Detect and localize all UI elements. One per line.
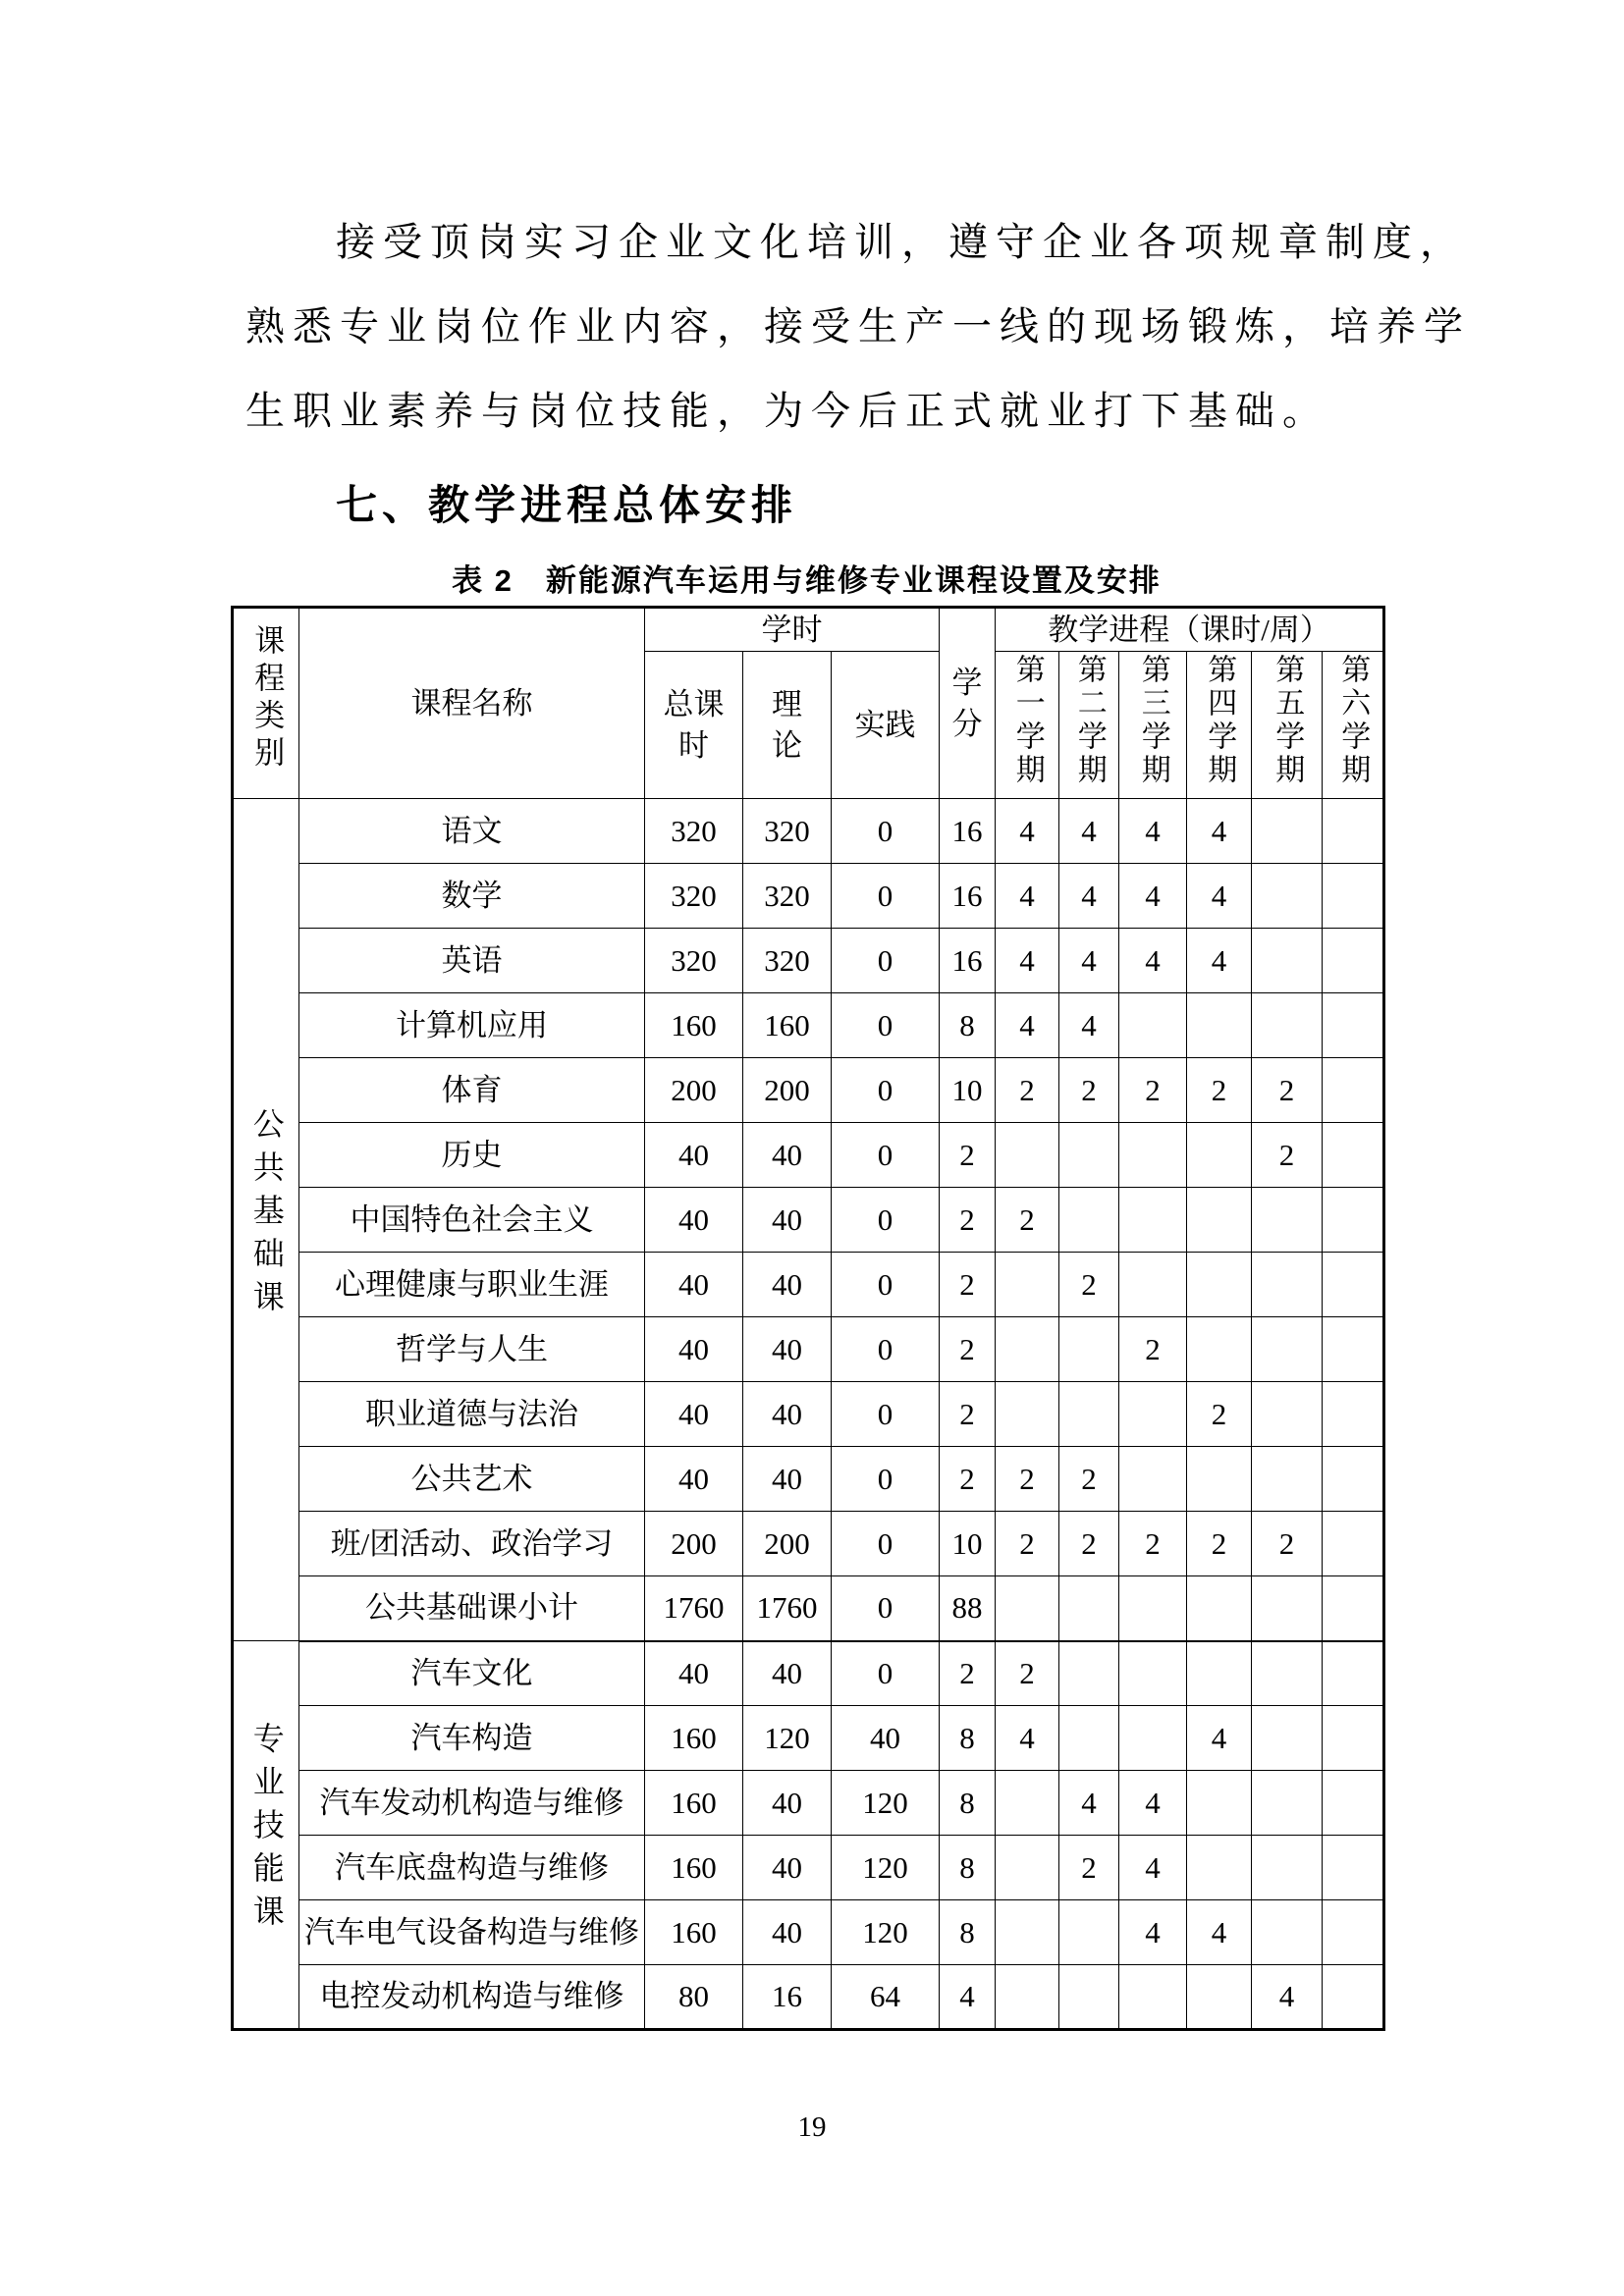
semester-hours-cell: 4: [1119, 864, 1187, 929]
semester-1-label: 第一学期: [1010, 653, 1044, 787]
credits-cell: 2: [940, 1317, 996, 1382]
semester-hours-cell: [996, 1771, 1059, 1836]
semester-hours-cell: [1119, 1382, 1187, 1447]
course-row: [233, 929, 1384, 993]
theory-hours-cell: 40: [743, 1900, 832, 1965]
semester-hours-cell: [996, 1965, 1059, 2030]
header-practice-hours: 实践: [832, 652, 940, 799]
semester-hours-cell: [1059, 1123, 1119, 1188]
semester-hours-cell: [1059, 1576, 1119, 1641]
theory-hours-cell: 40: [743, 1188, 832, 1253]
course-row: [233, 1706, 1384, 1771]
header-semester-4: [1187, 652, 1252, 799]
semester-hours-cell: [1323, 1900, 1384, 1965]
theory-hours-cell: 40: [743, 1123, 832, 1188]
semester-hours-cell: [1323, 1188, 1384, 1253]
semester-hours-cell: [1059, 1188, 1119, 1253]
semester-hours-cell: [1252, 1641, 1323, 1706]
semester-hours-cell: 2: [1187, 1382, 1252, 1447]
course-category-cell: [233, 1641, 299, 2030]
course-row: [233, 1512, 1384, 1576]
paragraph-line: 接受顶岗实习企业文化培训，遵守企业各项规章制度，: [336, 220, 1467, 264]
semester-hours-cell: [1323, 1317, 1384, 1382]
credits-cell: 2: [940, 1641, 996, 1706]
semester-6-label: 第六学期: [1336, 653, 1370, 787]
semester-hours-cell: 2: [996, 1512, 1059, 1576]
practice-hours-cell: 0: [832, 993, 940, 1058]
semester-hours-cell: 4: [1187, 1900, 1252, 1965]
semester-hours-cell: 2: [996, 1058, 1059, 1123]
total-hours-cell: 160: [645, 1771, 743, 1836]
course-row: [233, 1382, 1384, 1447]
header-hours: 学时: [645, 608, 940, 652]
total-hours-cell: 40: [645, 1123, 743, 1188]
semester-hours-cell: 4: [1187, 929, 1252, 993]
credits-cell: 8: [940, 1771, 996, 1836]
practice-hours-cell: 0: [832, 1188, 940, 1253]
total-hours-cell: 160: [645, 1900, 743, 1965]
semester-hours-cell: 2: [1187, 1058, 1252, 1123]
semester-hours-cell: [1187, 1576, 1252, 1641]
semester-hours-cell: [1252, 929, 1323, 993]
credits-cell: 88: [940, 1576, 996, 1641]
semester-hours-cell: [1059, 1317, 1119, 1382]
body-paragraph: [245, 0, 1477, 454]
course-row: [233, 1836, 1384, 1900]
semester-hours-cell: [1252, 1188, 1323, 1253]
credits-cell: 8: [940, 1836, 996, 1900]
credits-cell: 16: [940, 864, 996, 929]
semester-hours-cell: [1323, 1965, 1384, 2030]
semester-hours-cell: [1119, 1188, 1187, 1253]
course-name-cell: 班/团活动、政治学习: [299, 1512, 645, 1576]
semester-hours-cell: 4: [1187, 1706, 1252, 1771]
course-name-cell: 汽车电气设备构造与维修: [299, 1900, 645, 1965]
semester-hours-cell: [1252, 1771, 1323, 1836]
practice-hours-cell: 0: [832, 1512, 940, 1576]
semester-hours-cell: 2: [1059, 1512, 1119, 1576]
total-hours-cell: 200: [645, 1512, 743, 1576]
semester-hours-cell: [1323, 1771, 1384, 1836]
course-name-cell: 历史: [299, 1123, 645, 1188]
semester-hours-cell: [1059, 1641, 1119, 1706]
semester-hours-cell: 2: [996, 1641, 1059, 1706]
semester-hours-cell: 2: [1252, 1058, 1323, 1123]
semester-hours-cell: [1187, 1836, 1252, 1900]
semester-hours-cell: 2: [996, 1447, 1059, 1512]
credits-cell: 2: [940, 1447, 996, 1512]
theory-hours-cell: 40: [743, 1771, 832, 1836]
course-row: [233, 1123, 1384, 1188]
semester-hours-cell: [1323, 1382, 1384, 1447]
course-row: [233, 1900, 1384, 1965]
semester-hours-cell: [1187, 993, 1252, 1058]
semester-hours-cell: 4: [1059, 864, 1119, 929]
course-category-label: 公共基础课: [248, 1106, 285, 1323]
practice-hours-cell: 0: [832, 929, 940, 993]
course-name-cell: 心理健康与职业生涯: [299, 1253, 645, 1317]
semester-hours-cell: 4: [1187, 864, 1252, 929]
semester-hours-cell: 2: [1059, 1058, 1119, 1123]
semester-hours-cell: 4: [1119, 799, 1187, 864]
course-row: [233, 1576, 1384, 1641]
semester-hours-cell: [1059, 1965, 1119, 2030]
practice-hours-cell: 0: [832, 864, 940, 929]
semester-hours-cell: 4: [996, 799, 1059, 864]
total-hours-cell: 80: [645, 1965, 743, 2030]
theory-hours-cell: 200: [743, 1058, 832, 1123]
semester-hours-cell: 4: [1059, 1771, 1119, 1836]
header-semester-5: [1252, 652, 1323, 799]
total-hours-cell: 160: [645, 993, 743, 1058]
credits-cell: 4: [940, 1965, 996, 2030]
course-name-cell: 体育: [299, 1058, 645, 1123]
semester-hours-cell: [996, 1253, 1059, 1317]
semester-hours-cell: 2: [1187, 1512, 1252, 1576]
theory-hours-cell: 200: [743, 1512, 832, 1576]
course-row: [233, 1058, 1384, 1123]
theory-hours-cell: 40: [743, 1836, 832, 1900]
credits-cell: 2: [940, 1382, 996, 1447]
course-name-cell: 语文: [299, 799, 645, 864]
semester-hours-cell: [1119, 1576, 1187, 1641]
header-semester-3: [1119, 652, 1187, 799]
semester-hours-cell: [1252, 1253, 1323, 1317]
total-hours-cell: 40: [645, 1382, 743, 1447]
course-name-cell: 中国特色社会主义: [299, 1188, 645, 1253]
course-name-cell: 电控发动机构造与维修: [299, 1965, 645, 2030]
semester-hours-cell: 4: [996, 864, 1059, 929]
semester-hours-cell: [1252, 1317, 1323, 1382]
header-semester-1: [996, 652, 1059, 799]
semester-hours-cell: [1187, 1188, 1252, 1253]
semester-hours-cell: 2: [1059, 1253, 1119, 1317]
semester-hours-cell: [996, 1900, 1059, 1965]
theory-hours-cell: 320: [743, 799, 832, 864]
practice-hours-cell: 0: [832, 1382, 940, 1447]
semester-hours-cell: [1119, 1706, 1187, 1771]
semester-hours-cell: [1252, 799, 1323, 864]
semester-hours-cell: [1187, 1253, 1252, 1317]
theory-hours-cell: 40: [743, 1382, 832, 1447]
semester-hours-cell: 2: [1252, 1512, 1323, 1576]
semester-hours-cell: [1252, 1900, 1323, 1965]
semester-hours-cell: [1252, 1836, 1323, 1900]
semester-hours-cell: [996, 1123, 1059, 1188]
semester-3-label: 第三学期: [1136, 653, 1169, 787]
page-number: 19: [797, 2111, 827, 2143]
course-row: [233, 799, 1384, 864]
theory-hours-cell: 40: [743, 1447, 832, 1512]
course-row: [233, 1253, 1384, 1317]
total-hours-cell: 320: [645, 929, 743, 993]
theory-hours-cell: 40: [743, 1641, 832, 1706]
semester-hours-cell: 4: [1119, 1900, 1187, 1965]
semester-hours-cell: 4: [1059, 929, 1119, 993]
semester-hours-cell: 4: [996, 1706, 1059, 1771]
total-hours-cell: 1760: [645, 1576, 743, 1641]
practice-hours-cell: 0: [832, 1317, 940, 1382]
total-hours-cell: 320: [645, 864, 743, 929]
total-hours-cell: 160: [645, 1706, 743, 1771]
practice-hours-cell: 120: [832, 1771, 940, 1836]
semester-hours-cell: [1187, 1447, 1252, 1512]
semester-hours-cell: 4: [1119, 1836, 1187, 1900]
credits-cell: 16: [940, 799, 996, 864]
theory-hours-cell: 320: [743, 864, 832, 929]
credits-cell: 2: [940, 1123, 996, 1188]
theory-hours-cell: 320: [743, 929, 832, 993]
practice-hours-cell: 0: [832, 1576, 940, 1641]
semester-hours-cell: [1252, 993, 1323, 1058]
total-hours-cell: 40: [645, 1317, 743, 1382]
semester-hours-cell: [1323, 1058, 1384, 1123]
credits-cell: 8: [940, 993, 996, 1058]
semester-hours-cell: 2: [996, 1188, 1059, 1253]
theory-hours-cell: 160: [743, 993, 832, 1058]
semester-hours-cell: [1252, 1382, 1323, 1447]
semester-hours-cell: 2: [1119, 1058, 1187, 1123]
header-course-category: [233, 608, 299, 799]
course-category-header-label: 课程类别: [249, 623, 285, 774]
credits-cell: 2: [940, 1188, 996, 1253]
semester-hours-cell: [1252, 1706, 1323, 1771]
semester-hours-cell: 4: [1187, 799, 1252, 864]
total-hours-cell: 40: [645, 1641, 743, 1706]
header-semester-6: [1323, 652, 1384, 799]
semester-hours-cell: 2: [1252, 1123, 1323, 1188]
curriculum-table: [231, 606, 1385, 2031]
semester-hours-cell: [1187, 1317, 1252, 1382]
credits-cell: 16: [940, 929, 996, 993]
total-hours-cell: 40: [645, 1253, 743, 1317]
semester-hours-cell: 4: [996, 993, 1059, 1058]
total-hours-cell: 160: [645, 1836, 743, 1900]
header-teaching-progress: 教学进程（课时/周）: [996, 608, 1384, 652]
practice-hours-cell: 0: [832, 1253, 940, 1317]
course-name-cell: 哲学与人生: [299, 1317, 645, 1382]
total-hours-cell: 200: [645, 1058, 743, 1123]
header-total-hours: [645, 652, 743, 799]
header-credits: [940, 608, 996, 799]
course-name-cell: 汽车发动机构造与维修: [299, 1771, 645, 1836]
semester-hours-cell: [1187, 1123, 1252, 1188]
semester-hours-cell: [1119, 1641, 1187, 1706]
semester-hours-cell: 2: [1059, 1447, 1119, 1512]
semester-hours-cell: 2: [1119, 1317, 1187, 1382]
practice-hours-cell: 0: [832, 1641, 940, 1706]
semester-hours-cell: [1119, 1123, 1187, 1188]
practice-hours-cell: 40: [832, 1706, 940, 1771]
table-caption: 表 2 新能源汽车运用与维修专业课程设置及安排: [452, 563, 1162, 598]
theory-hours-cell: 16: [743, 1965, 832, 2030]
semester-hours-cell: [1119, 1253, 1187, 1317]
semester-hours-cell: [1323, 1447, 1384, 1512]
practice-hours-cell: 0: [832, 1123, 940, 1188]
course-row: [233, 1447, 1384, 1512]
semester-4-label: 第四学期: [1203, 653, 1236, 787]
theory-hours-cell: 1760: [743, 1576, 832, 1641]
semester-hours-cell: 4: [1252, 1965, 1323, 2030]
credits-cell: 2: [940, 1253, 996, 1317]
semester-hours-cell: [1187, 1965, 1252, 2030]
semester-hours-cell: [996, 1382, 1059, 1447]
theory-header-label: 理论: [772, 686, 802, 763]
practice-hours-cell: 64: [832, 1965, 940, 2030]
course-row: [233, 1641, 1384, 1706]
total-hours-cell: 40: [645, 1447, 743, 1512]
semester-hours-cell: [1119, 993, 1187, 1058]
semester-hours-cell: [1187, 1641, 1252, 1706]
credits-header-label: 学分: [951, 665, 983, 741]
course-name-cell: 英语: [299, 929, 645, 993]
course-name-cell: 计算机应用: [299, 993, 645, 1058]
course-name-cell: 公共基础课小计: [299, 1576, 645, 1641]
semester-hours-cell: [1059, 1382, 1119, 1447]
semester-hours-cell: [1323, 1123, 1384, 1188]
semester-hours-cell: 4: [1059, 993, 1119, 1058]
semester-hours-cell: [1187, 1771, 1252, 1836]
semester-2-label: 第二学期: [1072, 653, 1106, 787]
course-category-label: 专业技能课: [248, 1722, 285, 1938]
semester-hours-cell: [1059, 1706, 1119, 1771]
theory-hours-cell: 120: [743, 1706, 832, 1771]
semester-hours-cell: [1323, 799, 1384, 864]
header-theory-hours: [743, 652, 832, 799]
semester-hours-cell: [1323, 1576, 1384, 1641]
total-hours-header-label: 总课时: [663, 686, 725, 763]
semester-hours-cell: [1252, 864, 1323, 929]
semester-hours-cell: 2: [1119, 1512, 1187, 1576]
theory-hours-cell: 40: [743, 1317, 832, 1382]
practice-hours-cell: 0: [832, 799, 940, 864]
course-name-cell: 数学: [299, 864, 645, 929]
course-row: [233, 1965, 1384, 2030]
total-hours-cell: 40: [645, 1188, 743, 1253]
semester-hours-cell: [996, 1576, 1059, 1641]
course-name-cell: 汽车文化: [299, 1641, 645, 1706]
section-heading: 七、教学进程总体安排: [336, 482, 798, 528]
semester-hours-cell: [1119, 1447, 1187, 1512]
semester-hours-cell: [1323, 1706, 1384, 1771]
credits-cell: 8: [940, 1900, 996, 1965]
credits-cell: 10: [940, 1058, 996, 1123]
practice-hours-cell: 0: [832, 1058, 940, 1123]
semester-hours-cell: [1323, 864, 1384, 929]
semester-hours-cell: [1323, 1512, 1384, 1576]
semester-5-label: 第五学期: [1271, 653, 1304, 787]
semester-hours-cell: [1323, 1641, 1384, 1706]
semester-hours-cell: 2: [1059, 1836, 1119, 1900]
course-name-cell: 公共艺术: [299, 1447, 645, 1512]
semester-hours-cell: 4: [1119, 929, 1187, 993]
practice-hours-cell: 120: [832, 1900, 940, 1965]
semester-hours-cell: [1252, 1576, 1323, 1641]
theory-hours-cell: 40: [743, 1253, 832, 1317]
practice-hours-cell: 0: [832, 1447, 940, 1512]
semester-hours-cell: [1323, 929, 1384, 993]
practice-hours-cell: 120: [832, 1836, 940, 1900]
credits-cell: 10: [940, 1512, 996, 1576]
semester-hours-cell: [1323, 1836, 1384, 1900]
semester-hours-cell: [1059, 1900, 1119, 1965]
semester-hours-cell: [996, 1317, 1059, 1382]
semester-hours-cell: 4: [996, 929, 1059, 993]
course-row: [233, 1771, 1384, 1836]
semester-hours-cell: 4: [1059, 799, 1119, 864]
course-row: [233, 864, 1384, 929]
header-course-name: 课程名称: [299, 608, 645, 799]
semester-hours-cell: [1119, 1965, 1187, 2030]
course-name-cell: 职业道德与法治: [299, 1382, 645, 1447]
paragraph-line: 生职业素养与岗位技能，为今后正式就业打下基础。: [245, 389, 1329, 433]
course-row: [233, 1188, 1384, 1253]
course-name-cell: 汽车构造: [299, 1706, 645, 1771]
course-row: [233, 1317, 1384, 1382]
header-semester-2: [1059, 652, 1119, 799]
semester-hours-cell: [1323, 1253, 1384, 1317]
course-name-cell: 汽车底盘构造与维修: [299, 1836, 645, 1900]
semester-hours-cell: [1323, 993, 1384, 1058]
credits-cell: 8: [940, 1706, 996, 1771]
course-category-cell: [233, 799, 299, 1641]
semester-hours-cell: 4: [1119, 1771, 1187, 1836]
course-row: [233, 993, 1384, 1058]
semester-hours-cell: [1252, 1447, 1323, 1512]
total-hours-cell: 320: [645, 799, 743, 864]
semester-hours-cell: [996, 1836, 1059, 1900]
paragraph-line: 熟悉专业岗位作业内容，接受生产一线的现场锻炼，培养学: [245, 304, 1471, 348]
